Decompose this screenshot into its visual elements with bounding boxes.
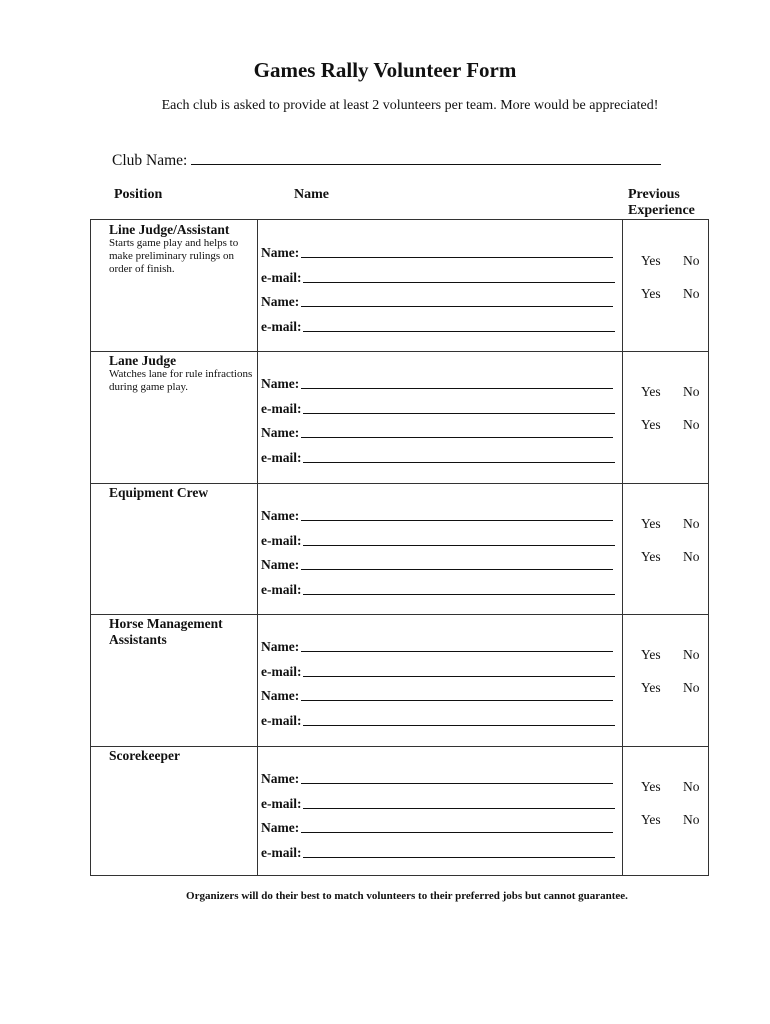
name-field[interactable]	[261, 820, 299, 836]
club-name-label: Club Name:	[112, 152, 188, 169]
email-field[interactable]	[261, 450, 301, 466]
position-title: Line Judge/Assistant	[109, 222, 230, 237]
row-divider	[91, 614, 708, 615]
position-title: Scorekeeper	[109, 747, 180, 763]
no-option[interactable]: No	[683, 680, 700, 696]
email-label: e-mail:	[261, 844, 302, 860]
footer-note: Organizers will do their best to match volunteers to their preferred jobs but cannot guarantee.	[186, 890, 628, 902]
name-label: Name:	[261, 425, 300, 441]
email-entry-line[interactable]	[303, 594, 615, 595]
email-entry-line[interactable]	[303, 413, 615, 414]
name-label: Name:	[261, 770, 300, 786]
no-option[interactable]: No	[683, 417, 700, 433]
name-entry-line[interactable]	[301, 700, 613, 701]
email-field[interactable]	[261, 664, 301, 680]
email-field[interactable]	[261, 845, 301, 861]
position-description: Watches lane for rule infractions during game play.	[109, 368, 253, 394]
email-field[interactable]	[261, 796, 301, 812]
name-entry-line[interactable]	[301, 651, 613, 652]
email-field[interactable]	[261, 319, 301, 335]
yes-option[interactable]: Yes	[641, 811, 661, 827]
email-entry-line[interactable]	[303, 808, 615, 809]
no-option[interactable]: No	[683, 811, 700, 827]
yes-option[interactable]: Yes	[641, 548, 661, 564]
column-divider-left	[257, 220, 258, 875]
position-title: Lane Judge	[109, 353, 177, 369]
form-title: Games Rally Volunteer Form	[253, 58, 517, 82]
name-label: Name:	[261, 819, 300, 835]
row-divider	[91, 483, 708, 484]
name-column-header: Name	[294, 187, 329, 202]
previous-experience-column-header	[628, 187, 695, 219]
name-field[interactable]	[261, 294, 299, 310]
yes-option[interactable]: Yes	[641, 253, 661, 268]
position-title: Equipment Crew	[109, 484, 209, 500]
name-entry-line[interactable]	[301, 437, 613, 438]
name-label: Name:	[261, 294, 300, 309]
no-option[interactable]: No	[683, 384, 700, 400]
email-label: e-mail:	[261, 581, 302, 597]
email-field[interactable]	[261, 533, 301, 549]
no-option[interactable]: No	[683, 548, 700, 564]
yes-option[interactable]: Yes	[641, 515, 661, 531]
position-title: Horse Management Assistants	[109, 616, 223, 648]
email-field[interactable]	[261, 270, 301, 286]
no-option[interactable]: No	[683, 515, 700, 531]
email-entry-line[interactable]	[303, 676, 615, 677]
name-entry-line[interactable]	[301, 520, 613, 521]
previous-header-line1: Previous	[628, 187, 680, 202]
name-label: Name:	[261, 245, 300, 260]
name-entry-line[interactable]	[301, 388, 613, 389]
email-label: e-mail:	[261, 713, 302, 729]
yes-option[interactable]: Yes	[641, 384, 661, 400]
email-label: e-mail:	[261, 401, 302, 417]
email-field[interactable]	[261, 582, 301, 598]
name-label: Name:	[261, 639, 300, 655]
no-option[interactable]: No	[683, 253, 700, 268]
name-entry-line[interactable]	[301, 257, 613, 258]
name-field[interactable]	[261, 771, 299, 787]
name-entry-line[interactable]	[301, 569, 613, 570]
name-entry-line[interactable]	[301, 783, 613, 784]
no-option[interactable]: No	[683, 647, 700, 663]
email-label: e-mail:	[261, 532, 302, 548]
email-label: e-mail:	[261, 270, 302, 285]
email-entry-line[interactable]	[303, 545, 615, 546]
no-option[interactable]: No	[683, 286, 700, 301]
name-field[interactable]	[261, 639, 299, 655]
name-label: Name:	[261, 556, 300, 572]
form-subtitle: Each club is asked to provide at least 2 volunteers per team. More would be appreciated!	[161, 98, 659, 113]
yes-option[interactable]: Yes	[641, 417, 661, 433]
row-divider	[91, 746, 708, 747]
name-field[interactable]	[261, 376, 299, 392]
name-field[interactable]	[261, 688, 299, 704]
email-entry-line[interactable]	[303, 282, 615, 283]
volunteer-table	[90, 219, 709, 876]
name-field[interactable]	[261, 508, 299, 524]
row-divider	[91, 351, 708, 352]
email-entry-line[interactable]	[303, 725, 615, 726]
name-field[interactable]	[261, 245, 299, 261]
name-label: Name:	[261, 376, 300, 392]
email-field[interactable]	[261, 401, 301, 417]
yes-option[interactable]: Yes	[641, 286, 661, 301]
name-entry-line[interactable]	[301, 832, 613, 833]
email-entry-line[interactable]	[303, 462, 615, 463]
position-description: Starts game play and helps to make preliminary rulings on order of finish.	[109, 237, 239, 275]
name-field[interactable]	[261, 557, 299, 573]
previous-header-line2: Experience	[628, 203, 695, 218]
email-label: e-mail:	[261, 664, 302, 680]
yes-option[interactable]: Yes	[641, 647, 661, 663]
name-field[interactable]	[261, 425, 299, 441]
email-label: e-mail:	[261, 319, 302, 334]
club-name-line[interactable]	[191, 149, 661, 165]
position-column-header: Position	[114, 187, 163, 202]
no-option[interactable]: No	[683, 778, 700, 794]
column-divider-right	[622, 220, 623, 875]
yes-option[interactable]: Yes	[641, 778, 661, 794]
email-field[interactable]	[261, 713, 301, 729]
email-label: e-mail:	[261, 795, 302, 811]
name-entry-line[interactable]	[301, 306, 613, 307]
name-label: Name:	[261, 507, 300, 523]
email-entry-line[interactable]	[303, 857, 615, 858]
club-name-row	[112, 149, 661, 170]
email-entry-line[interactable]	[303, 331, 615, 332]
yes-option[interactable]: Yes	[641, 680, 661, 696]
name-label: Name:	[261, 688, 300, 704]
email-label: e-mail:	[261, 450, 302, 466]
